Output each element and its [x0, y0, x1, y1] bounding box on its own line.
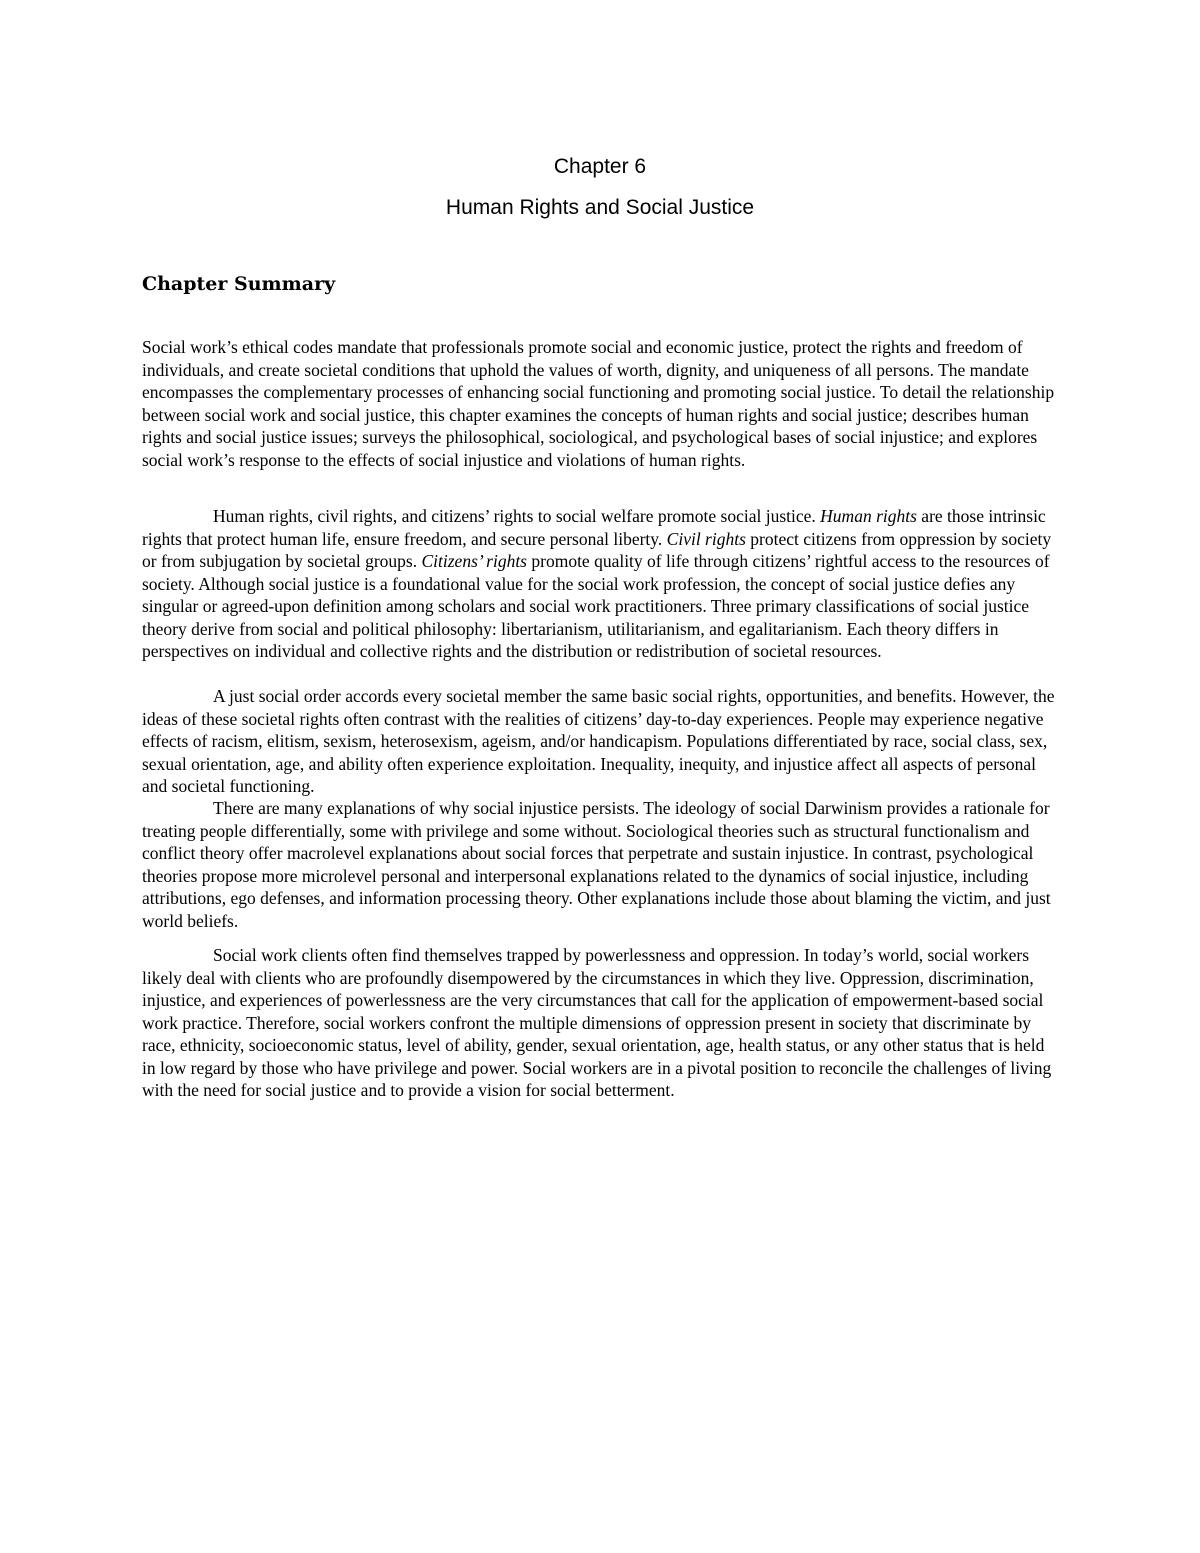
- term-citizens-rights: Citizens’ rights: [421, 551, 527, 571]
- paragraph-segment: Human rights, civil rights, and citizens’ rights to social welfare promote social justice.: [213, 506, 821, 526]
- summary-paragraph-5: [142, 944, 1060, 1102]
- section-heading: Chapter Summary: [142, 273, 336, 295]
- summary-paragraph-3: [142, 685, 1060, 798]
- paragraph-text: Social work clients often find themselves trapped by powerlessness and oppression. In today’s world, social workers likely deal with clients who are profoundly disempowered by the circumstances in which they live. Oppression, discrimination, injustice, and experiences of powerlessness are the very circumstances that call for the application of empowerment-based social work practice. Therefore, social workers confront the multiple dimensions of oppression present in society that discriminate by race, ethnicity, socioeconomic status, level of ability, gender, sexual orientation, age, health status, or any other status that is held in low regard by those who have privilege and power. Social workers are in a pivotal position to reconcile the challenges of living with the need for social justice and to provide a vision for social betterment.: [142, 945, 1052, 1100]
- paragraph-text: Social work’s ethical codes mandate that professionals promote social and economic justice, protect the rights and freedom of individuals, and create societal conditions that uphold the values of worth, dignity, and uniqueness of all persons. The mandate encompasses the complementary processes of enhancing social functioning and promoting social justice. To detail the relationship between social work and social justice, this chapter examines the concepts of human rights and social justice; describes human rights and social justice issues; surveys the philosophical, sociological, and psychological bases of social injustice; and explores social work’s response to the effects of social injustice and violations of human rights.: [142, 337, 1055, 470]
- summary-paragraph-4: [142, 797, 1060, 932]
- paragraph-segment: are those intrinsic rights that protect human life, ensure freedom, and secure personal liberty.: [142, 506, 1046, 549]
- chapter-number: Chapter 6: [553, 155, 647, 178]
- summary-paragraph-2: [142, 505, 1060, 663]
- paragraph-segment: promote quality of life through citizens’ rightful access to the resources of society. Although social justice is a foundational value for the social work profession, the concept of social justice defies any singular or agreed-upon definition among scholars and social work practitioners. Three primary classifications of social justice theory derive from social and political philosophy: libertarianism, utilitarianism, and egalitarianism. Each theory differs in perspectives on individual and collective rights and the distribution or redistribution of societal resources.: [142, 551, 1050, 661]
- summary-paragraph-1: [142, 336, 1060, 471]
- paragraph-text: [142, 505, 1060, 663]
- paragraph-text: There are many explanations of why social injustice persists. The ideology of social Darwinism provides a rationale for treating people differentially, some with privilege and some without. Sociological theories such as structural functionalism and conflict theory offer macrolevel explanations about social forces that perpetrate and sustain injustice. In contrast, psychological theories propose more microlevel personal and interpersonal explanations related to the dynamics of social injustice, including attributions, ego defenses, and information processing theory. Other explanations include those about blaming the victim, and just world beliefs.: [142, 798, 1051, 931]
- paragraph-segment: protect citizens from oppression by society or from subjugation by societal groups.: [142, 528, 1052, 571]
- chapter-title: Human Rights and Social Justice: [445, 196, 755, 219]
- term-civil-rights: Civil rights: [666, 528, 746, 549]
- paragraph-text: A just social order accords every societal member the same basic social rights, opportunities, and benefits. However, the ideas of these societal rights often contrast with the realities of citizens’ day-to-day experiences. People may experience negative effects of racism, elitism, sexism, heterosexism, ageism, and/or handicapism. Populations differentiated by race, social class, sex, sexual orientation, age, and ability often experience exploitation. Inequality, inequity, and injustice affect all aspects of personal and societal functioning.: [142, 686, 1055, 796]
- term-human-rights: Human rights: [820, 506, 917, 526]
